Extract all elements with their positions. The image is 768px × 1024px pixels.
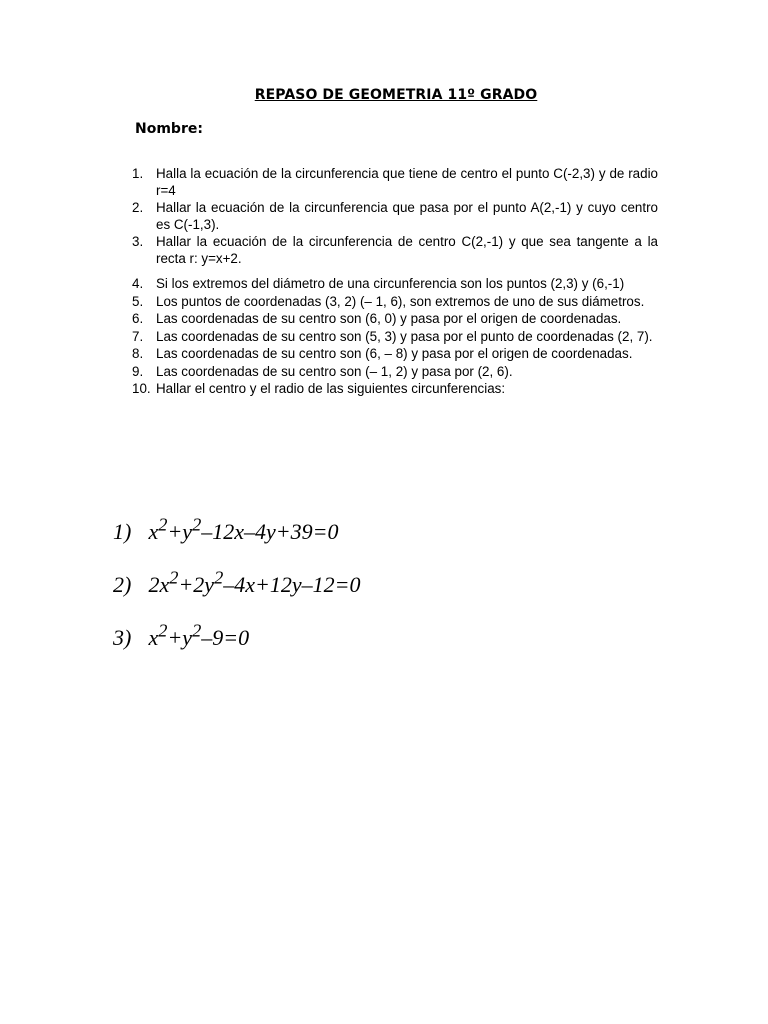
name-label: Nombre: [135,121,203,137]
exercise-text: Las coordenadas de su centro son (5, 3) y pasa por el punto de coordenadas (2, 7). [156,328,653,344]
equation-label: 1) [113,519,132,545]
equation-list [113,510,360,669]
exercise-number: 4. [132,276,144,291]
exercise-text: Hallar la ecuación de la circunferencia que pasa por el punto A(2,-1) y cuyo centro es C(-1,3). [156,200,658,232]
equation-item [113,510,360,563]
exercise-item [132,234,658,267]
exercise-number: 3. [132,234,144,249]
exercise-text: Si los extremos del diámetro de una circunferencia son los puntos (2,3) y (6,-1) [156,276,625,291]
equation-expression: $2x^2+2y^2-4x+12y-12=0$ [148,568,361,598]
exercise-item [132,166,658,199]
exercise-text: Las coordenadas de su centro son (6, – 8) y pasa por el origen de coordenadas. [156,346,633,361]
exercise-text: Los puntos de coordenadas (3, 2) (– 1, 6), son extremos de uno de sus diámetros. [156,293,645,309]
equation-item [113,563,360,616]
exercise-number: 10. [132,381,151,396]
exercise-number: 6. [132,311,144,326]
exercise-item [132,381,658,398]
exercise-text: Halla la ecuación de la circunferencia que tiene de centro el punto C(-2,3) y de radio r=4 [156,166,658,198]
exercise-item [132,346,658,363]
equation-item [113,616,360,669]
exercise-item [132,364,658,381]
exercise-list [132,166,658,399]
exercise-item [132,200,658,233]
exercise-text: Hallar la ecuación de la circunferencia de centro C(2,-1) y que sea tangente a la recta r: y=x+2. [156,234,658,266]
equation-label: 3) [113,625,132,651]
exercise-text: Hallar el centro y el radio de las siguientes circunferencias: [156,381,506,396]
exercise-item [132,276,658,293]
exercise-text: Las coordenadas de su centro son (– 1, 2) y pasa por (2, 6). [156,363,513,379]
exercise-text: Las coordenadas de su centro son (6, 0) y pasa por el origen de coordenadas. [156,311,622,326]
document-title: REPASO DE GEOMETRIA 11º GRADO [254,87,538,103]
exercise-number: 7. [132,328,144,344]
exercise-number: 5. [132,293,144,309]
equation-expression: $x^2+y^2-12x-4y+39=0$ [148,515,339,545]
exercise-item [132,311,658,328]
exercise-number: 9. [132,363,144,379]
exercise-number: 1. [132,166,144,181]
equation-label: 2) [113,572,132,598]
exercise-item [132,294,658,311]
exercise-number: 2. [132,200,144,215]
exercise-item [132,329,658,346]
equation-expression: $x^2+y^2-9=0$ [148,621,250,651]
exercise-number: 8. [132,346,144,361]
